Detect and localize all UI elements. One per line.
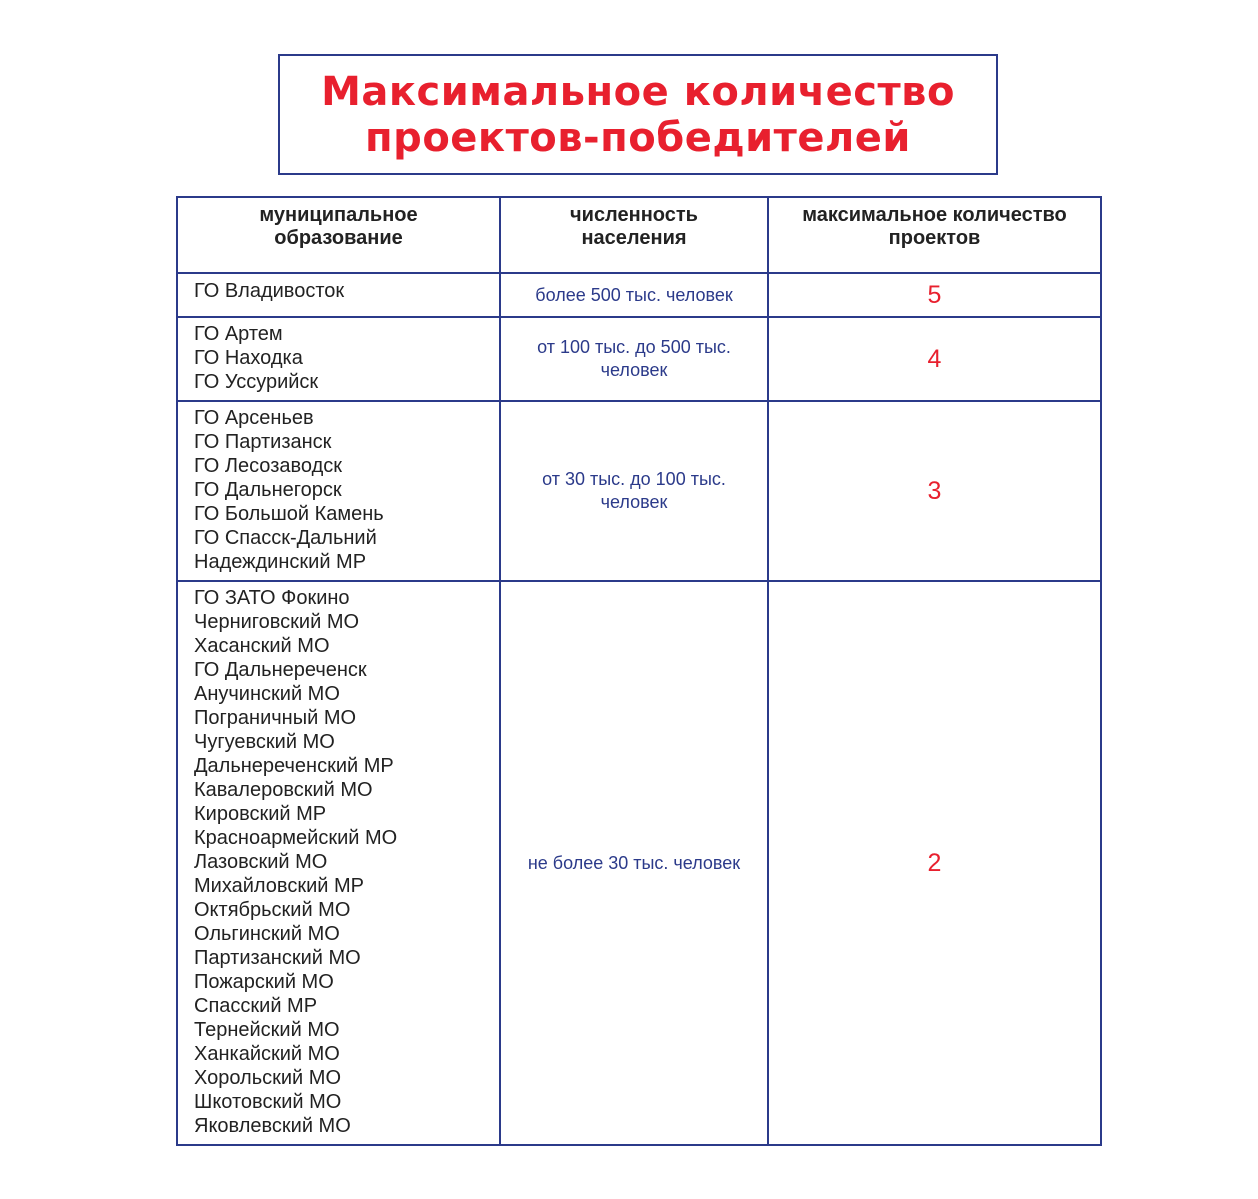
municipality-name: ГО Находка [194,347,303,369]
table-row [177,273,1101,317]
header-population-line2: населения [581,227,687,249]
municipality-name: Октябрьский МО [194,899,351,921]
header-municipality [177,197,500,273]
municipality-name: ГО Артем [194,323,283,345]
municipality-name: Красноармейский МО [194,827,398,849]
municipality-name: Надеждинский МР [194,551,367,573]
header-population-line1: численность [570,204,698,226]
table-row [177,317,1101,401]
max-projects-cell: 3 [768,401,1101,581]
municipality-name: Кавалеровский МО [194,779,373,801]
municipality-name: ГО Дальнереченск [194,659,367,681]
projects-table [176,196,1102,1146]
municipality-name: ГО Партизанск [194,431,332,453]
municipality-name: Дальнереченский МР [194,755,394,777]
municipality-name: Хорольский МО [194,1067,342,1089]
max-projects-cell: 2 [768,581,1101,1145]
municipality-name: ГО ЗАТО Фокино [194,587,350,609]
municipality-cell [177,401,500,581]
header-municipality-line1: муниципальное [259,204,418,226]
header-max-projects-line2: проектов [888,227,981,249]
table-header-row [177,197,1101,273]
municipality-name: Черниговский МО [194,611,360,633]
population-cell: более 500 тыс. человек [500,273,768,317]
max-projects-cell: 5 [768,273,1101,317]
municipality-name: ГО Большой Камень [194,503,384,525]
header-municipality-line2: образование [274,227,403,249]
municipality-name: Кировский МР [194,803,327,825]
municipality-name: Чугуевский МО [194,731,335,753]
municipality-name: ГО Дальнегорск [194,479,342,501]
municipality-name: ГО Арсеньев [194,407,314,429]
municipality-name: ГО Спасск-Дальний [194,527,377,549]
table-row [177,401,1101,581]
municipality-cell [177,317,500,401]
municipality-name: Спасский МР [194,995,318,1017]
title-line-1: Максимальное количество [321,68,955,115]
header-max-projects-line1: максимальное количество [802,204,1067,226]
municipality-name: ГО Владивосток [194,280,345,302]
population-cell: не более 30 тыс. человек [500,581,768,1145]
municipality-name: Пожарский МО [194,971,334,993]
municipality-name: ГО Уссурийск [194,371,319,393]
municipality-name: Ханкайский МО [194,1043,340,1065]
municipality-name: Яковлевский МО [194,1115,351,1137]
municipality-name: Тернейский МО [194,1019,340,1041]
municipality-name: Ольгинский МО [194,923,340,945]
table-body [177,273,1101,1145]
municipality-name: ГО Лесозаводск [194,455,342,477]
municipality-cell [177,581,500,1145]
municipality-name: Шкотовский МО [194,1091,342,1113]
population-cell: от 30 тыс. до 100 тыс. человек [500,401,768,581]
table-row [177,581,1101,1145]
title-line-2: проектов-победителей [365,114,911,161]
header-max-projects [768,197,1101,273]
municipality-name: Лазовский МО [194,851,328,873]
municipality-name: Партизанский МО [194,947,361,969]
municipality-name: Пограничный МО [194,707,357,729]
municipality-name: Анучинский МО [194,683,340,705]
header-population [500,197,768,273]
municipality-name: Хасанский МО [194,635,330,657]
population-cell: от 100 тыс. до 500 тыс. человек [500,317,768,401]
municipality-name: Михайловский МР [194,875,364,897]
municipality-cell [177,273,500,317]
max-projects-cell: 4 [768,317,1101,401]
title-box [278,54,998,175]
